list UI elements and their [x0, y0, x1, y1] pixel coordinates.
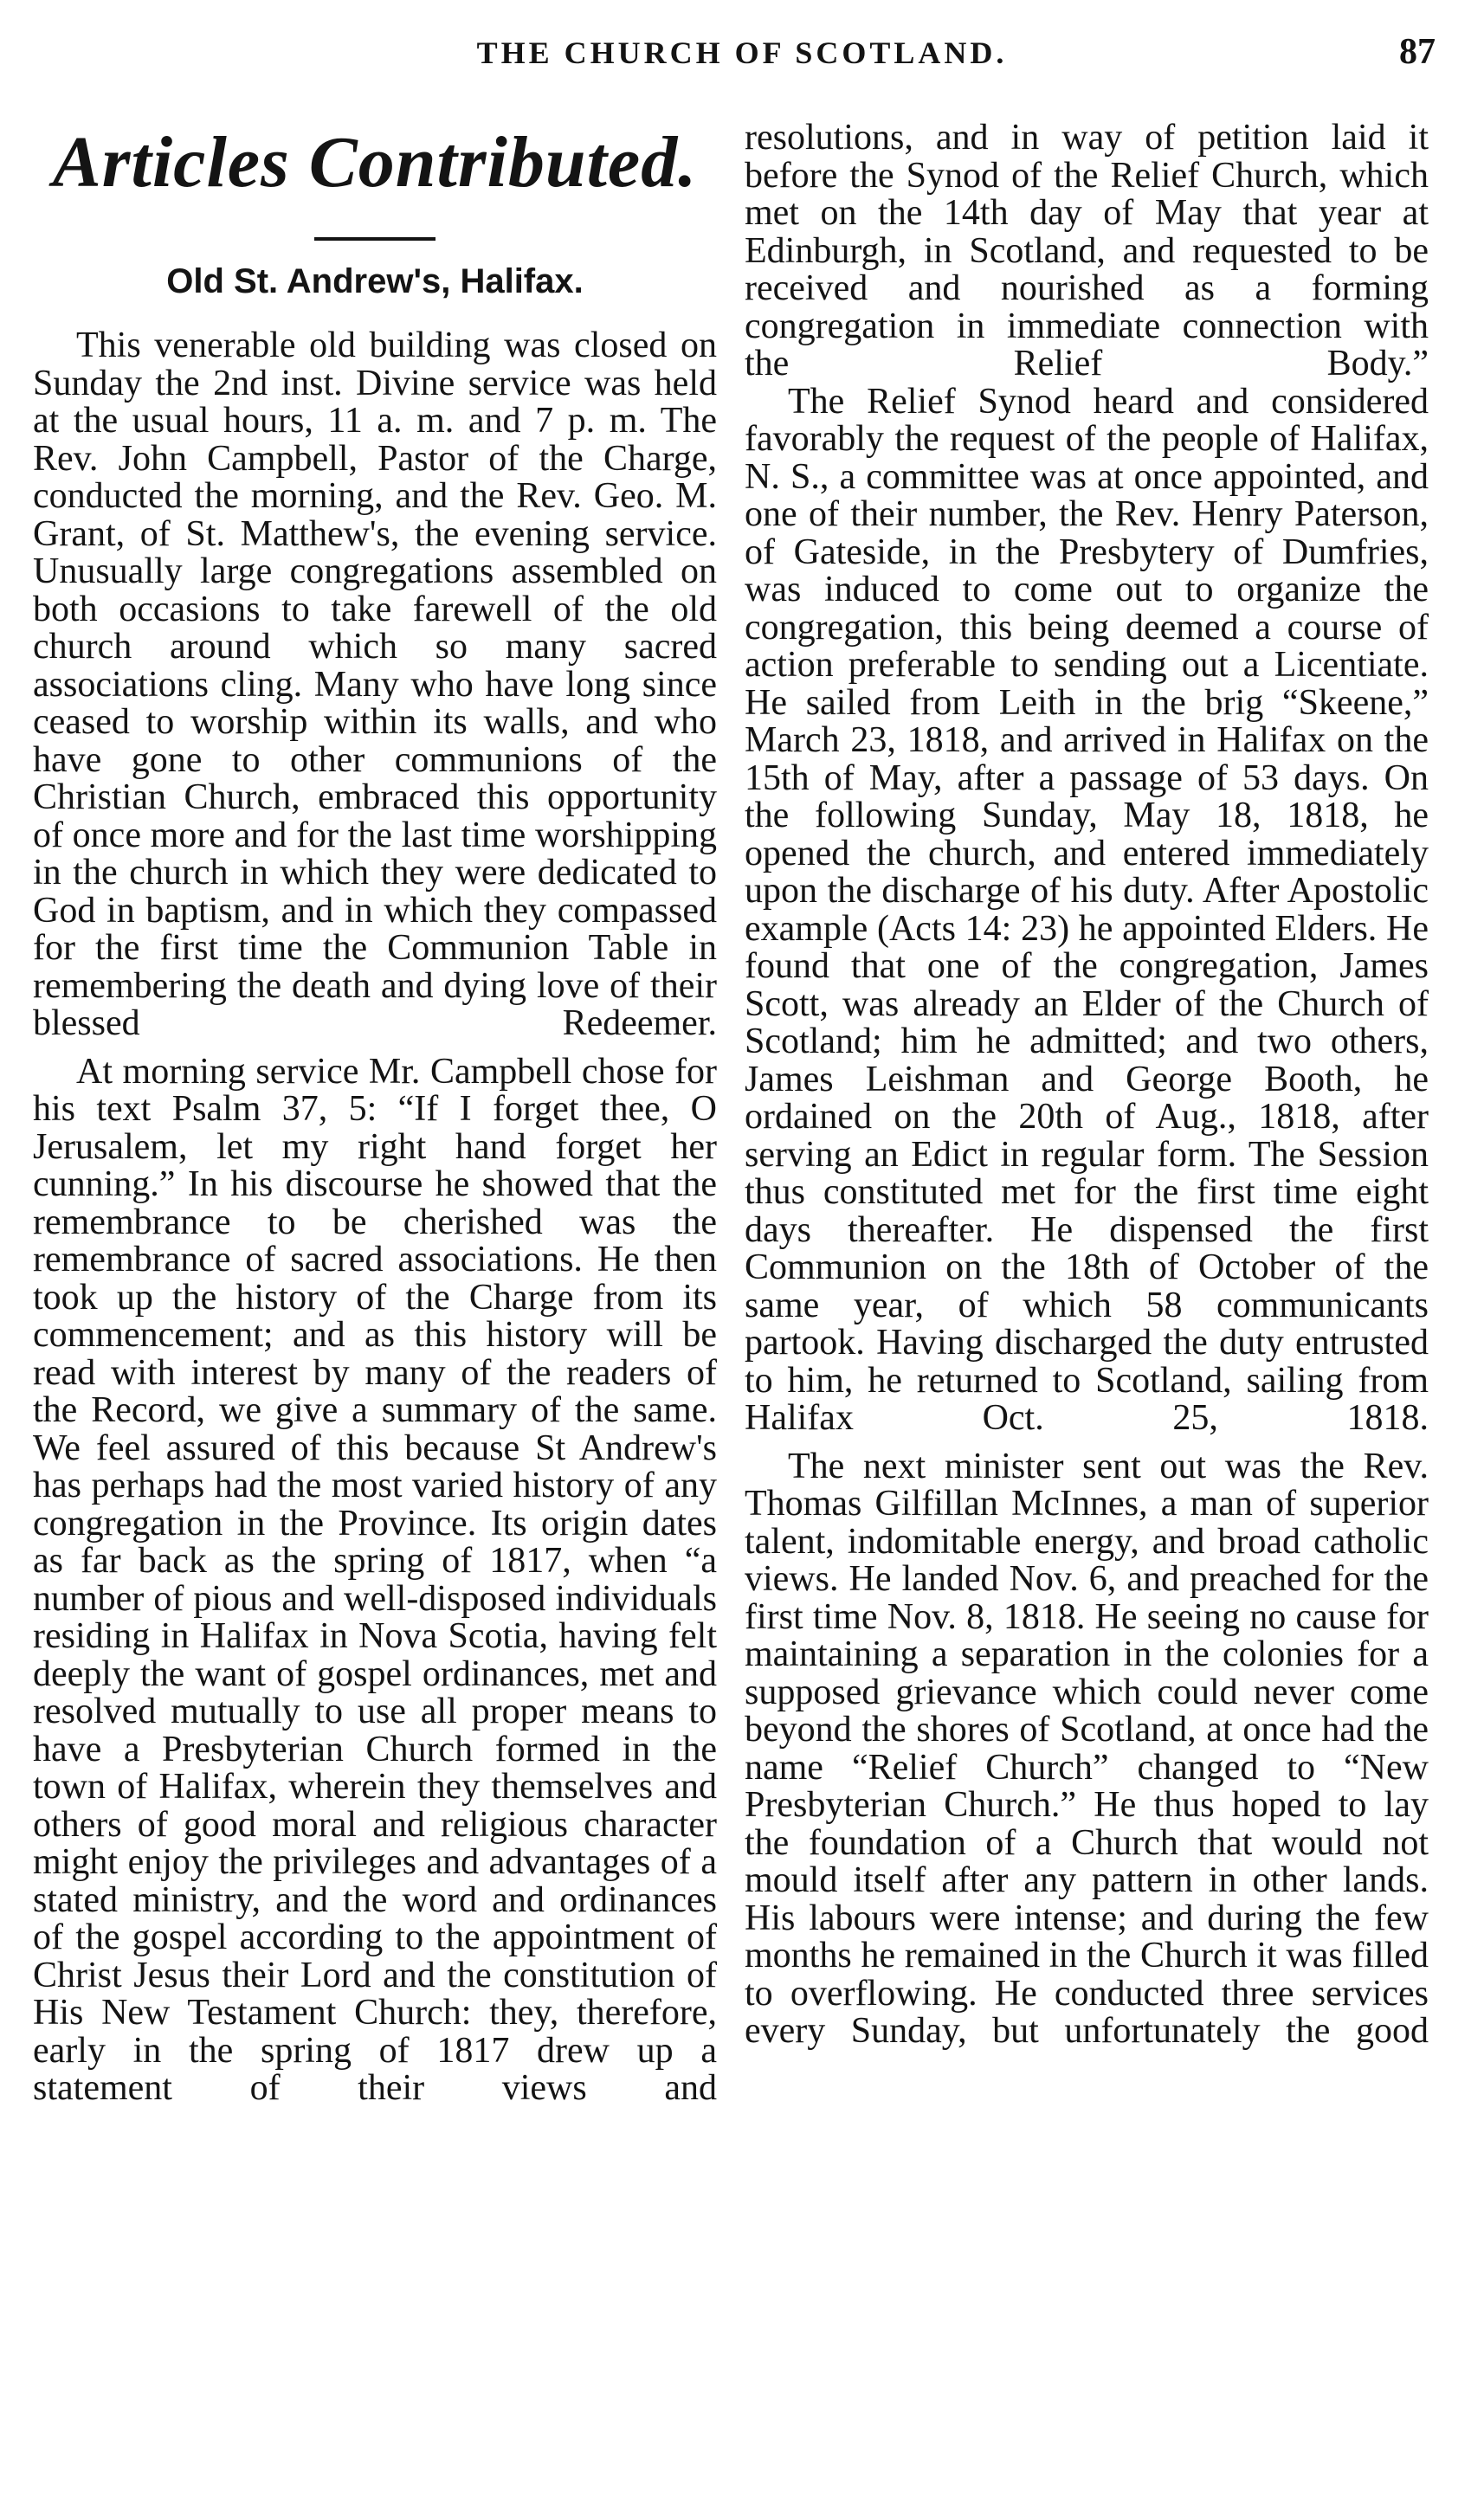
- paragraph: At morning service Mr. Campbell chose for his text Psalm 37, 5: “If I forget thee, O Jerusalem, let my right hand forget her cunning.” In his discourse he showed that the remembrance to be cherished was the remembrance of sacred associations. He then took up the history of the Charge from its commencement; and as this history will be read with interest by many of the readers of the Record, we give a summary of the same. We feel assured of this because St Andrew's has perhaps had the most varied history of any congregation in the Province. Its origin dates as far back as the spring of 1817, when “a number of pious and well-disposed individuals residing in Halifax in Nova Scotia, having felt deeply the want of gospel ordinances, met and resolved mutually to use all proper means to have a Presbyterian Church formed in the town of Halifax, wherein they themselves and others of good moral and religious character might enjoy the privileges and advantages of a stated ministry, and the word and ordinances of the gospel according to the appointment of Christ Jesus their Lord and the constitution of His New Testament Church: they, therefore, early in the spring of 1817 drew up a statement of their views and: [33, 1051, 717, 2108]
- right-column: [745, 119, 1429, 2051]
- page-number: 87: [1399, 32, 1436, 72]
- title-rule: [314, 237, 436, 241]
- running-head: [0, 32, 1484, 87]
- running-head-title: THE CHURCH OF SCOTLAND.: [476, 35, 1008, 70]
- section-title: Articles Contributed.: [52, 122, 698, 203]
- paragraph: The next minister sent out was the Rev. Thomas Gilfillan McInnes, a man of superior talent, indomitable energy, and broad catholic views. He landed Nov. 6, and preached for the first time Nov. 8, 1818. He seeing no cause for maintaining a separation in the colonies for a supposed grievance which could never come beyond the shores of Scotland, at once had the name “Relief Church” changed to “New Presbyterian Church.” He thus hoped to lay the foundation of a Church that would not mould itself after any pattern in other lands. His labours were intense; and during the few months he remained in the Church it was filled to overflowing. He conducted three services every Sunday, but unfortunately the good: [745, 1446, 1429, 2051]
- paragraph: resolutions, and in way of petition laid it before the Synod of the Relief Church, which met on the 14th day of May that year at Edinburgh, in Scotland, and requested to be received and nourished as a forming congregation in immediate connection with the Relief Body.”: [745, 118, 1429, 383]
- article-title: Old St. Andrew's, Halifax.: [166, 262, 584, 300]
- left-column: [33, 119, 717, 2108]
- paragraph: The Relief Synod heard and considered favorably the request of the people of Halifax, N. S., a committee was at once appointed, and one of their number, the Rev. Henry Paterson, of Gateside, in the Presbytery of Dumfries, was induced to come out to organize the congregation, this being deemed a course of action preferable to sending out a Licentiate. He sailed from Leith in the brig “Skeene,” March 23, 1818, and arrived in Halifax on the 15th of May, after a passage of 53 days. On the following Sunday, May 18, 1818, he opened the church, and entered immediately upon the discharge of his duty. After Apostolic example (Acts 14: 23) he appointed Elders. He found that one of the congregation, James Scott, was already an Elder of the Church of Scotland; him he admitted; and two others, James Leishman and George Booth, he ordained on the 20th of Aug., 1818, after serving an Edict in regular form. The Session thus constituted met for the first time eight days thereafter. He dispensed the first Communion on the 18th of October of the same year, of which 58 communicants partook. Having discharged the duty entrusted to him, he returned to Scotland, sailing from Halifax Oct. 25, 1818.: [745, 381, 1429, 1438]
- paragraph: This venerable old building was closed on Sunday the 2nd inst. Divine service was held at the usual hours, 11 a. m. and 7 p. m. The Rev. John Campbell, Pastor of the Charge, conducted the morning, and the Rev. Geo. M. Grant, of St. Matthew's, the evening service. Unusually large congregations assembled on both occasions to take farewell of the old church around which so many sacred associations cling. Many who have long since ceased to worship within its walls, and who have gone to other communions of the Christian Church, embraced this opportunity of once more and for the last time worshipping in the church in which they were dedicated to God in baptism, and in which they compassed for the first time the Communion Table in remembering the death and dying love of their blessed Redeemer.: [33, 325, 717, 1043]
